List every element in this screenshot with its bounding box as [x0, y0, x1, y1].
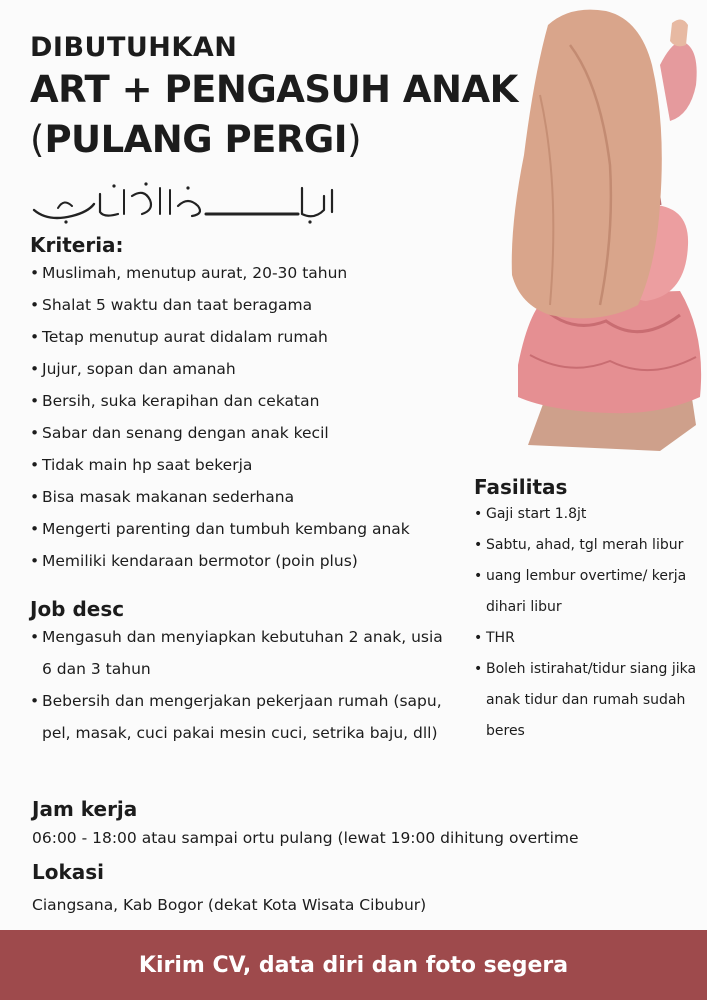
jobdesc-section	[30, 597, 450, 749]
kriteria-item: • Mengerti parenting dan tumbuh kembang anak	[30, 513, 450, 545]
jam-kerja-section	[32, 797, 672, 847]
fasilitas-item: • Gaji start 1.8jt	[474, 499, 704, 530]
hijab-woman-illustration-icon	[510, 5, 707, 453]
kriteria-item: • Muslimah, menutup aurat, 20-30 tahun	[30, 257, 450, 289]
fasilitas-list	[474, 499, 704, 747]
kriteria-item: • Jujur, sopan dan amanah	[30, 353, 450, 385]
footer-text: Kirim CV, data diri dan foto segera	[138, 952, 569, 978]
heading-line-3	[30, 118, 362, 161]
kriteria-title: Kriteria:	[30, 233, 124, 257]
jobdesc-list	[30, 621, 450, 749]
jobdesc-item: • Mengasuh dan menyiapkan kebutuhan 2 anak, usia 6 dan 3 tahun	[30, 621, 450, 685]
fasilitas-item: • Boleh istirahat/tidur siang jika anak tidur dan rumah sudah beres	[474, 654, 704, 747]
kriteria-item: • Tidak main hp saat bekerja	[30, 449, 450, 481]
paren-open: (	[30, 118, 45, 161]
fasilitas-item: • THR	[474, 623, 704, 654]
kriteria-section	[30, 233, 450, 577]
kriteria-item: • Tetap menutup aurat didalam rumah	[30, 321, 450, 353]
lokasi-text: Ciangsana, Kab Bogor (dekat Kota Wisata Cibubur)	[32, 896, 427, 914]
kriteria-item: • Sabar dan senang dengan anak kecil	[30, 417, 450, 449]
paren-close: )	[347, 118, 362, 161]
fasilitas-item: • uang lembur overtime/ kerja dihari libur	[474, 561, 704, 623]
kriteria-list	[30, 257, 450, 577]
kriteria-item: • Shalat 5 waktu dan taat beragama	[30, 289, 450, 321]
bismillah-calligraphy-icon	[28, 176, 340, 226]
jobdesc-item: • Bebersih dan mengerjakan pekerjaan rumah (sapu, pel, masak, cuci pakai mesin cuci, setrika baju, dll)	[30, 685, 450, 749]
jobdesc-title: Job desc	[30, 597, 125, 621]
kriteria-item: • Bisa masak makanan sederhana	[30, 481, 450, 513]
lokasi-title: Lokasi	[32, 860, 105, 884]
footer-banner	[0, 930, 707, 1000]
fasilitas-title: Fasilitas	[474, 475, 568, 499]
heading-line-1: DIBUTUHKAN	[30, 32, 238, 63]
kriteria-item: • Bersih, suka kerapihan dan cekatan	[30, 385, 450, 417]
fasilitas-item: • Sabtu, ahad, tgl merah libur	[474, 530, 704, 561]
lokasi-section	[32, 860, 672, 914]
fasilitas-section	[474, 475, 704, 747]
jam-kerja-text: 06:00 - 18:00 atau sampai ortu pulang (lewat 19:00 dihitung overtime	[32, 829, 579, 847]
jam-kerja-title: Jam kerja	[32, 797, 138, 821]
heading-pulang-pergi: PULANG PERGI	[44, 118, 348, 161]
kriteria-item: • Memiliki kendaraan bermotor (poin plus)	[30, 545, 450, 577]
heading-line-2: ART + PENGASUH ANAK	[30, 68, 518, 111]
